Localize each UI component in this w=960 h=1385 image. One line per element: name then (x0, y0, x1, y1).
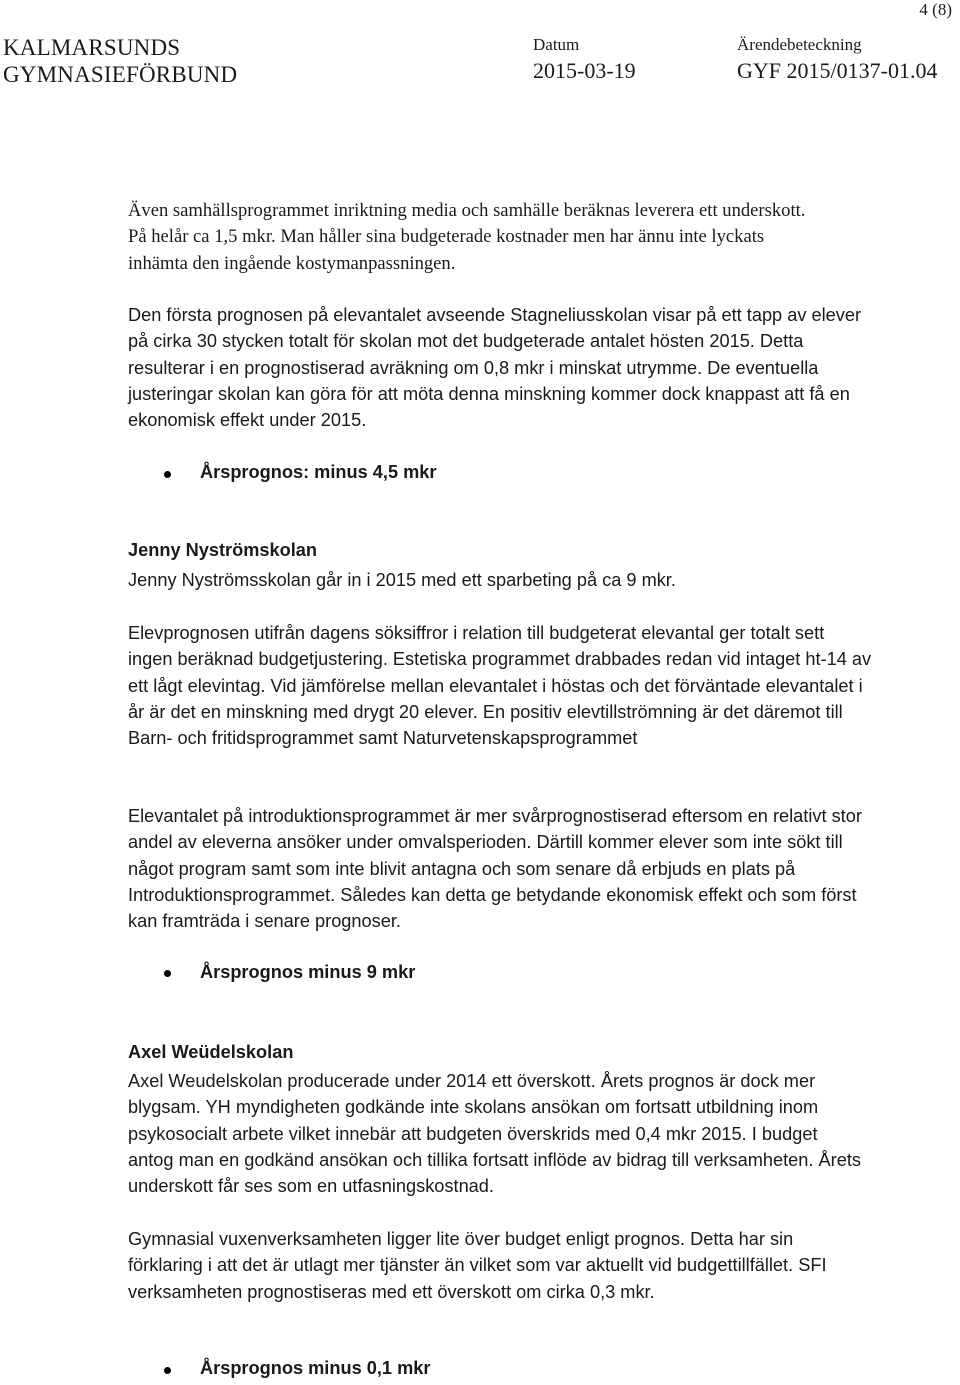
paragraph-jenny-savings: Jenny Nyströmsskolan går in i 2015 med ett sparbeting på ca 9 mkr. (128, 570, 676, 590)
reference-value: GYF 2015/0137-01.04 (737, 58, 938, 83)
paragraph-media-deficit: Även samhällsprogrammet inriktning media och samhälle beräknas leverera ett underskott. På helår ca 1,5 mkr. Man håller sina budgeterade kostnader men har ännu inte lyckats inhämta den ingående kostymanpassningen. (128, 200, 806, 274)
date-value: 2015-03-19 (533, 58, 636, 83)
bullet-dot (164, 970, 171, 977)
annual-forecast-3: Årsprognos minus 0,1 mkr (200, 1358, 431, 1378)
annual-forecast-1: Årsprognos: minus 4,5 mkr (200, 462, 437, 482)
paragraph-adult-education: Gymnasial vuxenverksamheten ligger lite över budget enligt prognos. Detta har sin förklaring i att det är utlagt mer tjänster än vilket som var aktuellt vid budgettillfället. SFI verksamheten prognostiseras med ett överskott om cirka 0,3 mkr. (128, 1229, 827, 1302)
date-label: Datum (533, 35, 580, 54)
paragraph-jenny-introduction-program: Elevantalet på introduktionsprogrammet är mer svårprognostiserad eftersom en relativt stor andel av eleverna ansöker under omvalsperioden. Därtill kommer elever som inte sökt till något program samt som inte blivit antagna och som senare då erbjuds en plats på Introduktionsprogrammet. Således kan detta ge betydande ekonomisk effekt och som först kan framträda i senare prognoser. (128, 806, 862, 932)
heading-axel-weudelskolan: Axel Weüdelskolan (128, 1042, 294, 1062)
reference-label: Ärendebeteckning (737, 35, 862, 54)
organization-name-line2: GYMNASIEFÖRBUND (3, 62, 238, 87)
bullet-dot (164, 1367, 171, 1374)
paragraph-stagnelius: Den första prognosen på elevantalet avseende Stagneliusskolan visar på ett tapp av elever på cirka 30 stycken totalt för skolan mot det budgeterade antalet hösten 2015. Detta resulterar i en prognostiserad avräkning om 0,8 mkr i minskat utrymme. De eventuella justeringar skolan kan göra för att möta denna minskning kommer dock knappast att få en ekonomisk effekt under 2015. (128, 305, 862, 431)
heading-jenny-nystromskolan: Jenny Nyströmskolan (128, 540, 318, 560)
bullet-dot (164, 471, 171, 478)
paragraph-jenny-student-forecast: Elevprognosen utifrån dagens söksiffror i relation till budgeterat elevantal ger totalt sett ingen beräknad budgetjustering. Estetiska programmet drabbades redan vid intaget ht-14 av ett lågt elevintag. Vid jämförelse mellan elevantalet i höstas och det förväntade elevantalet i år är det en minskning med drygt 20 elever. En positiv elevtillströmning är det däremot till Barn- och fritidsprogrammet samt Naturvetenskapsprogrammet (128, 623, 872, 749)
organization-name-line1: KALMARSUNDS (3, 35, 181, 60)
annual-forecast-2: Årsprognos minus 9 mkr (200, 962, 416, 982)
page-number: 4 (8) (919, 0, 952, 19)
paragraph-axel-forecast: Axel Weudelskolan producerade under 2014 ett överskott. Årets prognos är dock mer blygsam. YH myndigheten godkände inte skolans ansökan om fortsatt utbildning inom psykosocialt arbete vilket innebär att budgeten överskrids med 0,4 mkr 2015. I budget antog man en godkänd ansökan och tillika fortsatt inflöde av bidrag till verksamheten. Årets underskott får ses som en utfasningskostnad. (128, 1071, 861, 1197)
